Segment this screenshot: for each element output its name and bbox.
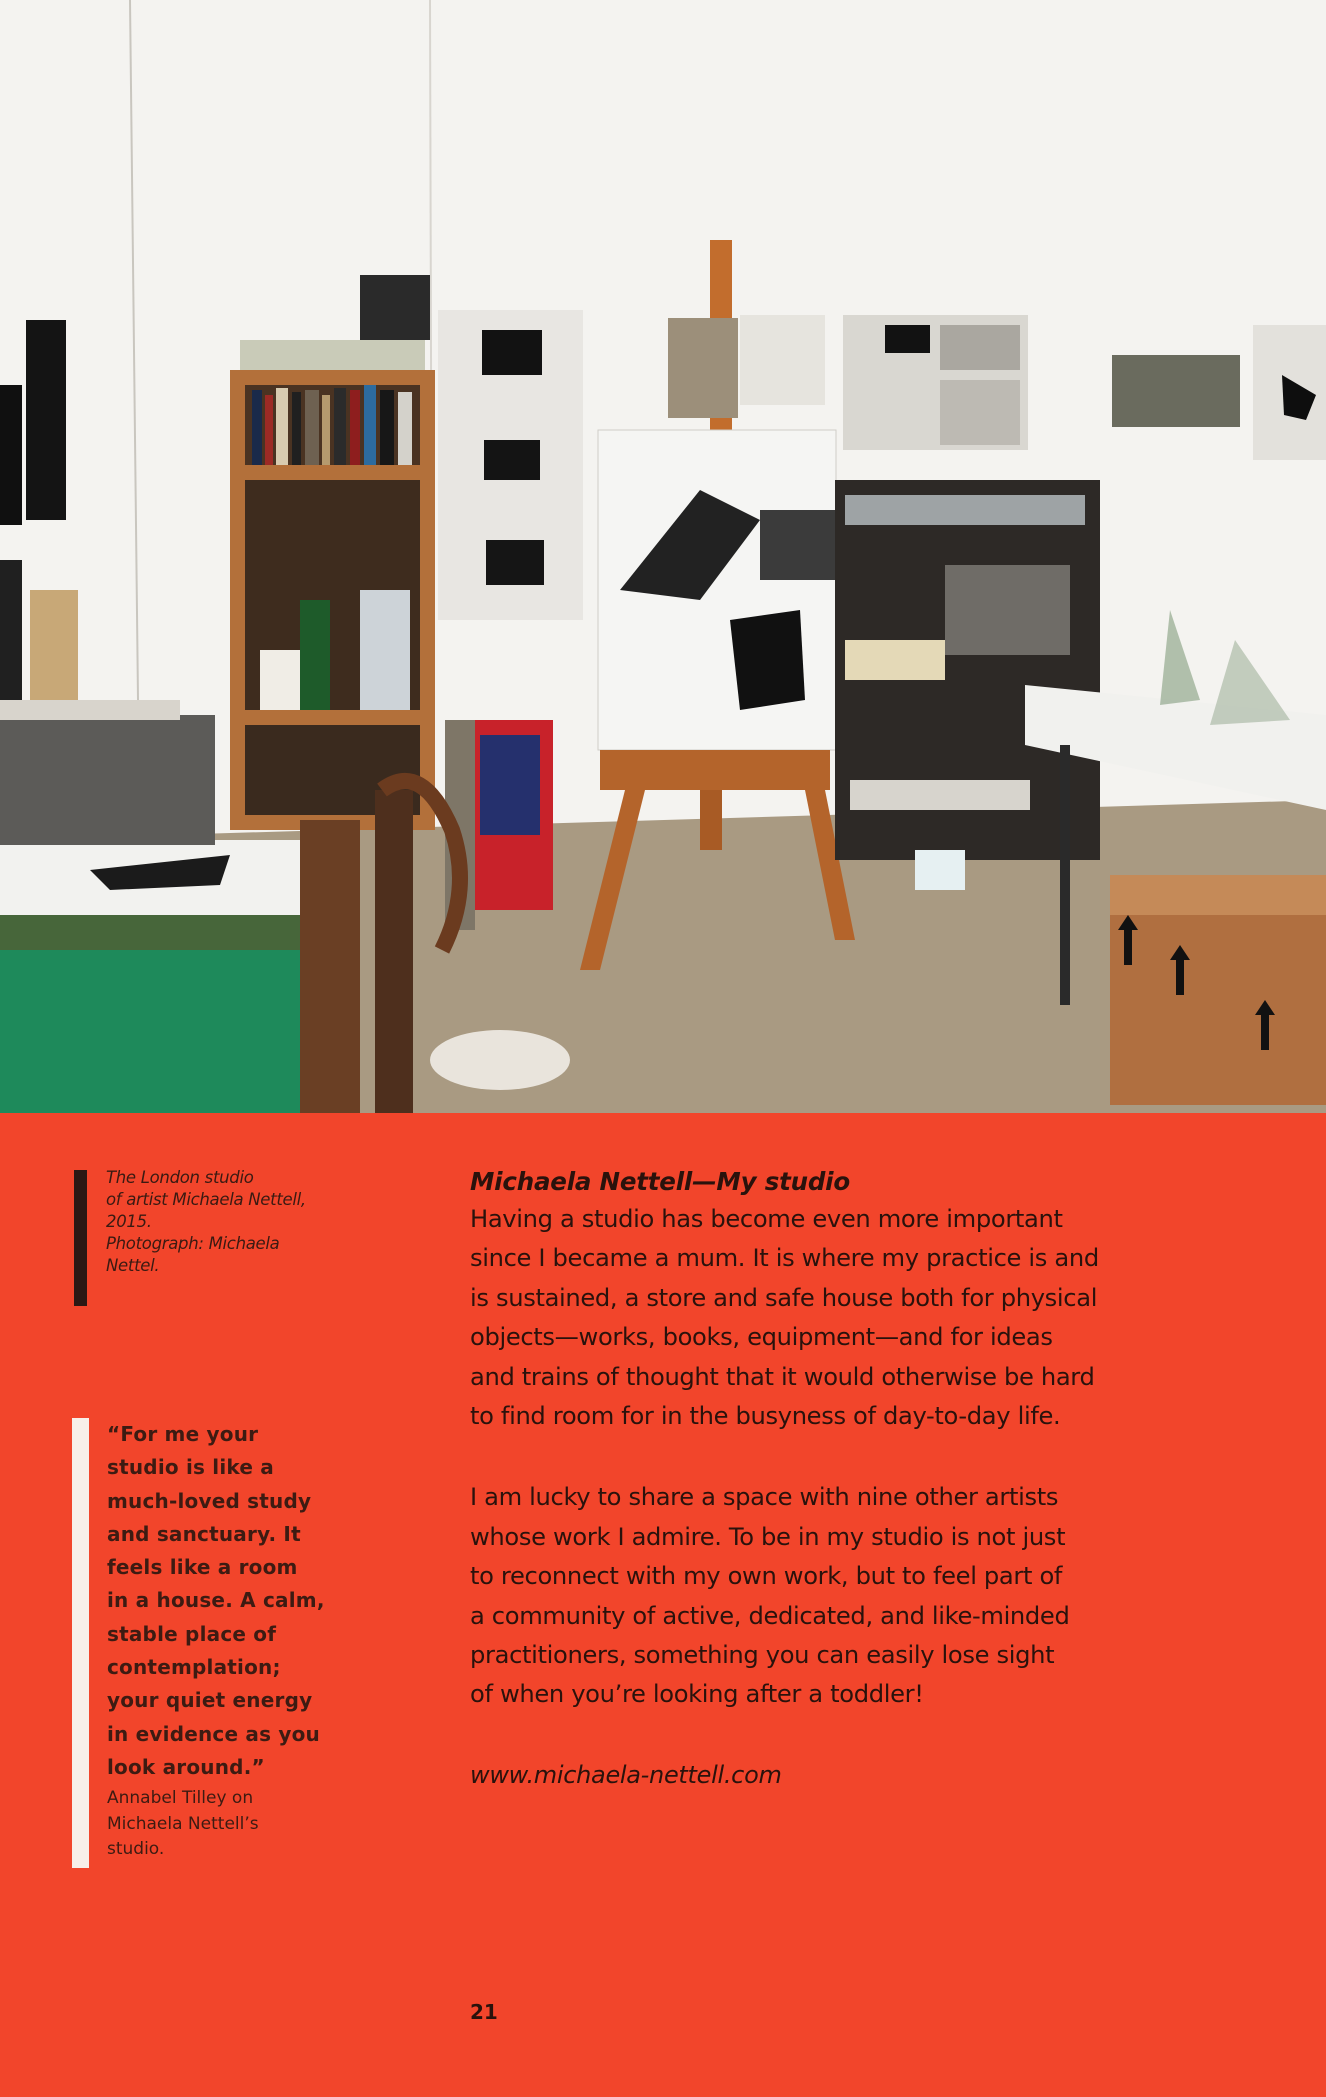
- quote-line: contemplation;: [107, 1655, 281, 1680]
- paragraph-line: to find room for in the busyness of day-to-day life.: [470, 1402, 1061, 1431]
- quote-line: studio is like a: [107, 1455, 274, 1480]
- paragraph-line: I am lucky to share a space with nine other artists: [470, 1483, 1059, 1512]
- attribution-line: Michaela Nettell’s: [107, 1813, 259, 1834]
- quote-line: “For me your: [107, 1422, 259, 1446]
- quote-line: stable place of: [107, 1621, 277, 1646]
- photo-caption: [106, 1167, 366, 1277]
- caption-line: Nettel.: [106, 1256, 160, 1275]
- paragraph-line: Having a studio has become even more important: [470, 1205, 1063, 1233]
- paragraph-line: a community of active, dedicated, and like-minded: [470, 1601, 1070, 1630]
- quote-line: in evidence as you: [107, 1721, 320, 1746]
- quote-bar: [72, 1418, 89, 1868]
- quote-attribution: [107, 1786, 337, 1863]
- website-link[interactable]: www.michaela-nettell.com: [470, 1760, 782, 1789]
- article-paragraph-2: [470, 1478, 1230, 1714]
- caption-bar: [74, 1170, 87, 1306]
- paragraph-line: practitioners, something you can easily lose sight: [470, 1641, 1055, 1670]
- paragraph-line: since I became a mum. It is where my practice is and: [470, 1244, 1099, 1273]
- quote-line: in a house. A calm,: [107, 1588, 325, 1613]
- article: [470, 1164, 1230, 1793]
- quote-line: your quiet energy: [107, 1688, 313, 1713]
- attribution-line: Annabel Tilley on: [107, 1788, 254, 1808]
- paragraph-line: of when you’re looking after a toddler!: [470, 1680, 924, 1709]
- paragraph-line: objects—works, books, equipment—and for ideas: [470, 1323, 1053, 1352]
- caption-line: of artist Michaela Nettell,: [106, 1190, 306, 1209]
- quote-line: much-loved study: [107, 1488, 312, 1513]
- paragraph-line: is sustained, a store and safe house both for physical: [470, 1283, 1098, 1312]
- paragraph-line: and trains of thought that it would otherwise be hard: [470, 1362, 1095, 1391]
- article-paragraph-1: [470, 1200, 1230, 1436]
- quote-line: and sanctuary. It: [107, 1521, 301, 1546]
- attribution-line: studio.: [107, 1839, 165, 1859]
- article-title: Michaela Nettell—My studio: [470, 1167, 850, 1196]
- paragraph-line: to reconnect with my own work, but to feel part of: [470, 1562, 1063, 1591]
- page-number: 21: [470, 2000, 498, 2024]
- quote-line: feels like a room: [107, 1555, 298, 1580]
- quote-line: look around.”: [107, 1754, 265, 1779]
- caption-line: Photograph: Michaela: [106, 1234, 280, 1253]
- paragraph-line: whose work I admire. To be in my studio is not just: [470, 1522, 1066, 1551]
- caption-line: The London studio: [106, 1168, 254, 1187]
- pull-quote: [107, 1418, 377, 1784]
- caption-line: 2015.: [106, 1212, 152, 1231]
